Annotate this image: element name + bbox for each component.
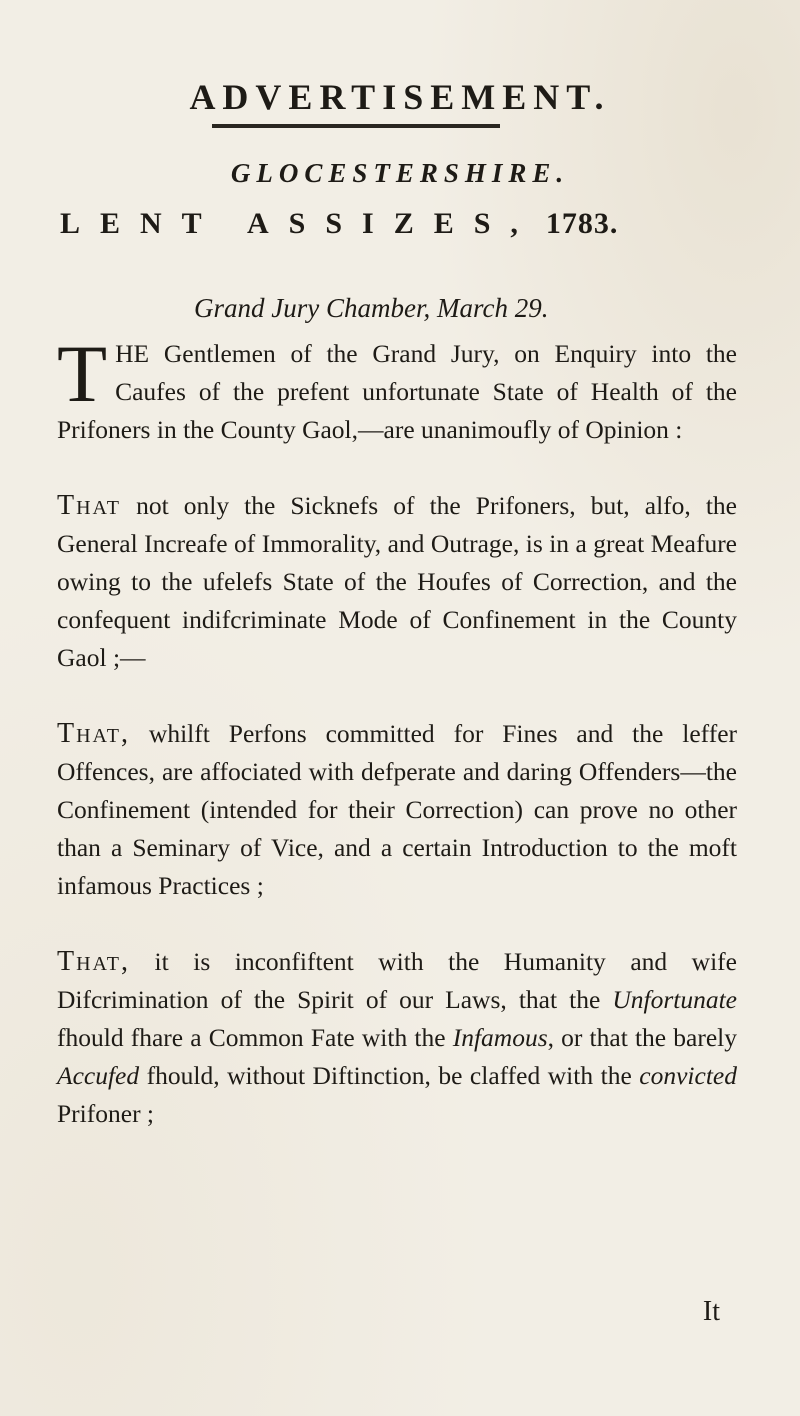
emphasis-convicted: convicted	[639, 1061, 737, 1090]
paragraph-2-text: not only the Sicknefs of the Prifoners, but, alfo, the General Increafe of Immorality, and Outrage, is in a great Meafure owing to the ufelefs State of the Houfes of Correction, and the confequent indifcriminate Mode of Confinement in the County Gaol ;—	[57, 491, 737, 672]
paragraph-1	[57, 328, 737, 449]
paragraph-2	[57, 487, 737, 677]
drop-cap: T	[57, 328, 108, 419]
paragraph-4-text-4: fhould, without Diftinction, be claffed with the	[139, 1061, 640, 1090]
catchword: It	[702, 1296, 720, 1327]
emphasis-accused: Accufed	[57, 1061, 140, 1090]
paragraph-4-text-1: it is inconfiftent with the Humanity and wife Difcrimination of the Spirit of our Laws, that the	[57, 947, 737, 1014]
session-name: LENT ASSIZES,	[60, 207, 538, 240]
body-text	[57, 328, 737, 1133]
session-title	[60, 207, 740, 241]
county-title: GLOCESTERSHIRE.	[230, 158, 570, 188]
paragraph-2-lead: That	[57, 490, 121, 521]
paragraph-3-text: whilft Perfons committed for Fines and the leffer Offences, are affociated with defperate and daring Offenders—the Confinement (intended for their Correction) can prove no other than a Seminary of Vice, and a certain Introduction to the moft infamous Practices ;	[57, 719, 737, 900]
dateline	[194, 293, 548, 324]
paragraph-4-lead: That,	[57, 946, 130, 977]
paragraph-1-text: HE Gentlemen of the Grand Jury, on Enquiry into the Caufes of the prefent unfortunate State of Health of the Prifoners in the County Gaol,—are unanimoufly of Opinion :	[57, 339, 737, 444]
paragraph-4	[57, 943, 737, 1133]
paragraph-3	[57, 715, 737, 905]
session-year: 1783.	[545, 207, 619, 240]
paragraph-3-lead: That,	[57, 718, 130, 749]
emphasis-infamous: Infamous	[452, 1023, 548, 1052]
dateline-date: March 29.	[437, 293, 549, 323]
paragraph-4-text-3: , or that the barely	[547, 1023, 737, 1052]
advertisement-heading: ADVERTISEMENT.	[189, 77, 611, 117]
paragraph-4-text-5: Prifoner ;	[57, 1099, 155, 1128]
emphasis-unfortunate: Unfortunate	[612, 985, 737, 1014]
heading-rule	[212, 124, 500, 128]
dateline-place: Grand Jury Chamber,	[194, 293, 431, 323]
paragraph-4-text-2: fhould fhare a Common Fate with the	[57, 1023, 453, 1052]
